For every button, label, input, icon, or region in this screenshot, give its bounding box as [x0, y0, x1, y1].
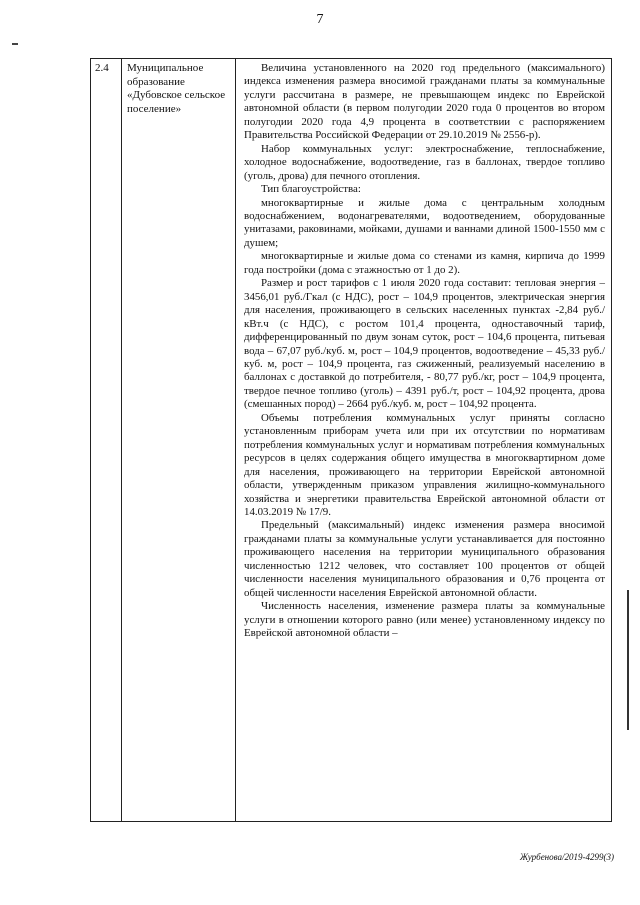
paragraph-improvement-type: Тип благоустройства:: [261, 183, 361, 196]
document-footer-code: Журбенова/2019-4299(3): [519, 852, 614, 862]
document-table: [90, 58, 612, 822]
page-number: 7: [316, 12, 324, 27]
paragraph-housing-type-1: многоквартирные и жилые дома с центральным холодным водоснабжением, водонагревателями, водоотведением, оборудованные унитазами, раковинами, мойками, душами и ваннами длиной 1500-1550 мм с душем;: [244, 196, 605, 249]
row-description: [236, 59, 612, 822]
paragraph-index-value: Величина установленного на 2020 год предельного (максимального) индекса изменения размера вносимой гражданами платы за коммунальные услуги рассчитана в размере, не превышающем индекс по Еврейской автономной области (в первом полугодии 2020 года 0 процентов во втором полугодии 2020 года 4,9 процента в соответствии с распоряжением Правительства Российской Федерации от 29.10.2019 № 2556-р).: [244, 62, 605, 142]
municipality-name: Муниципальное образование «Дубовское сельское поселение»: [122, 59, 236, 822]
paragraph-service-set: Набор коммунальных услуг: электроснабжение, теплоснабжение, холодное водоснабжение, водоотведение, газ в баллонах, твердое топливо (уголь, дрова) для печного отопления.: [244, 142, 605, 182]
row-number: 2.4: [91, 59, 122, 822]
paragraph-population-count: Численность населения, изменение размера платы за коммунальные услуги в отношении которого равно (или менее) установленному индексу по Еврейской автономной области –: [244, 600, 605, 640]
scan-edge-mark: [627, 590, 629, 730]
paragraph-population: Предельный (максимальный) индекс изменения размера вносимой гражданами платы за коммунальные услуги устанавливается для постоянно проживающего населения на территории муниципального образования численностью 1212 человек, что составляет 100 процентов от общей численности населения муниципального образования и 0,76 процента от общей численности населения Еврейской автономной области.: [244, 519, 605, 599]
paragraph-consumption: Объемы потребления коммунальных услуг приняты согласно установленным приборам учета или при их отсутствии по нормативам потребления коммунальных услуг и нормативам потребления коммунальных ресурсов в целях содержания общего имущества в многоквартирном доме для населения, проживающего на территории Еврейской автономной области, утвержденным приказом управления жилищно-коммунального хозяйства и энергетики правительства Еврейской автономной области от 14.03.2019 № 17/9.: [244, 411, 605, 518]
paragraph-tariffs: Размер и рост тарифов с 1 июля 2020 года составит: тепловая энергия – 3456,01 руб./Гкал (с НДС), рост – 104,9 процентов, электрическая энергия для населения, проживающего в сельских населенных пунктах -2,84 руб./кВт.ч (с НДС), с ростом 101,4 процента, одноставочный тариф, дифференцированный по двум зонам суток, рост – 104,6 процента, питьевая вода – 67,07 руб./куб. м, рост – 104,9 процентов, водоотведение – 45,33 руб./куб. м, рост – 104,9 процента, газ сжиженный, реализуемый населению в баллонах с доставкой до потребителя, - 80,77 руб./кг, рост – 104,9 процента, твердое печное топливо (уголь) – 4391 руб./т, рост – 104,92 процента, дрова (смешанных пород) – 2664 руб./куб. м, рост – 104,92 процента.: [244, 277, 605, 411]
table-row: [91, 59, 612, 822]
paragraph-housing-type-2: многоквартирные и жилые дома со стенами из камня, кирпича до 1999 года постройки (дома с этажностью от 1 до 2).: [244, 250, 605, 276]
margin-mark: [12, 43, 18, 45]
